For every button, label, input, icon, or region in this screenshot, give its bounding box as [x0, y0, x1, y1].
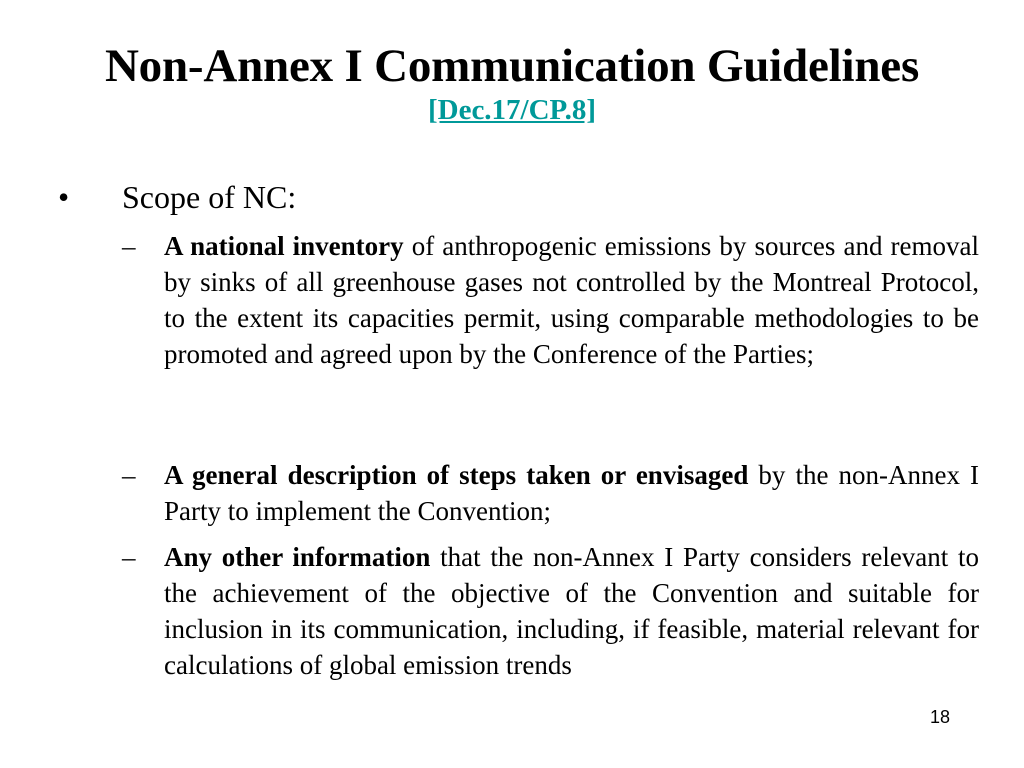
bullet-marker: • [58, 179, 70, 215]
slide-title: Non-Annex I Communication Guidelines [104, 40, 920, 92]
subitem-rest: by the non-Annex I Party to implement the Convention; [164, 460, 979, 526]
bullet-text: Scope of NC: [122, 179, 297, 215]
subitem-text [164, 228, 979, 372]
subitem-rest: that the non-Annex I Party considers relevant to the achievement of the objective of the Convention and suitable for inclusion in its communication, including, if feasible, material relevant for calculations of global emission trends [164, 542, 980, 680]
subtitle [0, 92, 1024, 128]
subitem-bold: A national inventory [164, 231, 404, 261]
subitem-bold: A general description of steps taken or envisaged [164, 460, 749, 490]
subitem-rest: of anthropogenic emissions by sources and removal by sinks of all greenhouse gases not controlled by the Montreal Protocol, to the extent its capacities permit, using comparable methodologies to be promoted and agreed upon by the Conference of the Parties; [164, 231, 980, 369]
dash-marker: – [122, 460, 136, 490]
subitem-text [164, 457, 979, 529]
subitem-bold: Any other information [164, 542, 431, 572]
subitem-text [164, 539, 979, 683]
dash-marker: – [122, 231, 136, 261]
decision-link[interactable]: [Dec.17/CP.8] [427, 94, 597, 126]
page-number: 18 [930, 707, 951, 727]
dash-marker: – [122, 542, 136, 572]
